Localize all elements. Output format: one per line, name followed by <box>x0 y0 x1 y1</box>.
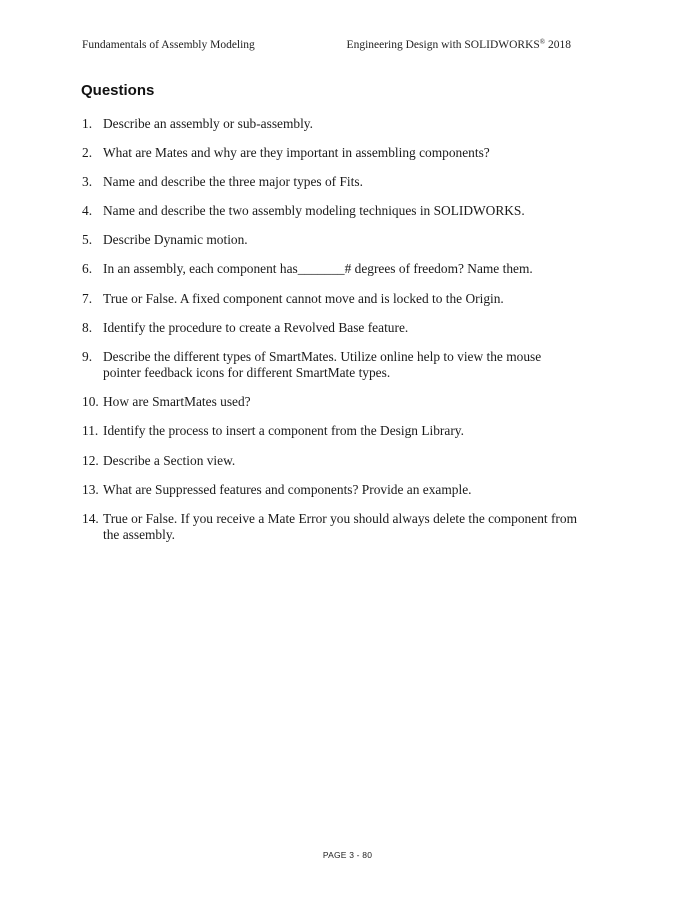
question-text: Describe a Section view. <box>103 452 236 468</box>
question-number: 1. <box>82 116 93 131</box>
question-text: In an assembly, each component has_______# degrees of freedom? Name them. <box>103 261 533 277</box>
question-item <box>82 145 582 162</box>
question-number: 3. <box>82 174 93 190</box>
question-number: 4. <box>82 203 93 219</box>
question-number: 10. <box>82 394 99 410</box>
question-item <box>82 511 582 544</box>
question-text: Name and describe the three major types of Fits. <box>103 174 363 190</box>
question-number: 2. <box>82 145 93 161</box>
question-item <box>82 174 582 191</box>
header-right-year: 2018 <box>545 39 571 51</box>
question-list <box>82 116 582 556</box>
question-item <box>82 482 582 499</box>
question-number: 9. <box>82 348 93 364</box>
question-text: True or False. A fixed component cannot move and is locked to the Origin. <box>103 290 504 306</box>
question-number: 14. <box>82 510 99 526</box>
running-header-left: Fundamentals of Assembly Modeling <box>82 39 255 51</box>
question-text: What are Mates and why are they important in assembling components? <box>103 145 490 161</box>
header-right-title: Engineering Design with SOLIDWORKS <box>346 39 540 51</box>
question-number: 5. <box>82 232 93 248</box>
question-number: 8. <box>82 319 93 335</box>
question-number: 12. <box>82 452 99 468</box>
question-item <box>82 116 582 133</box>
question-text: Describe an assembly or sub-assembly. <box>103 116 313 131</box>
question-number: 11. <box>82 423 99 439</box>
running-header-right <box>347 39 571 51</box>
question-item <box>82 423 582 440</box>
question-text: Describe Dynamic motion. <box>103 232 248 248</box>
question-text: Name and describe the two assembly modeling techniques in SOLIDWORKS. <box>103 203 525 219</box>
question-text: True or False. If you receive a Mate Error you should always delete the component from the assembly. <box>103 510 577 543</box>
question-item <box>82 453 582 470</box>
question-item <box>82 394 582 411</box>
question-text: Identify the process to insert a component from the Design Library. <box>103 423 464 439</box>
question-item <box>82 203 582 220</box>
question-text: What are Suppressed features and components? Provide an example. <box>103 481 472 497</box>
question-item <box>82 261 582 278</box>
question-text: Describe the different types of SmartMates. Utilize online help to view the mouse pointer feedback icons for different SmartMate types. <box>103 348 542 381</box>
registered-mark: ® <box>539 38 546 46</box>
question-number: 7. <box>82 290 93 306</box>
question-item <box>82 349 582 382</box>
question-number: 6. <box>82 261 93 277</box>
question-item <box>82 320 582 337</box>
question-text: Identify the procedure to create a Revolved Base feature. <box>103 319 409 335</box>
question-text: How are SmartMates used? <box>103 394 251 410</box>
question-number: 13. <box>82 481 99 497</box>
question-item <box>82 232 582 249</box>
section-title: Questions <box>81 82 155 99</box>
question-item <box>82 291 582 308</box>
page-number: PAGE 3 - 80 <box>322 850 373 860</box>
